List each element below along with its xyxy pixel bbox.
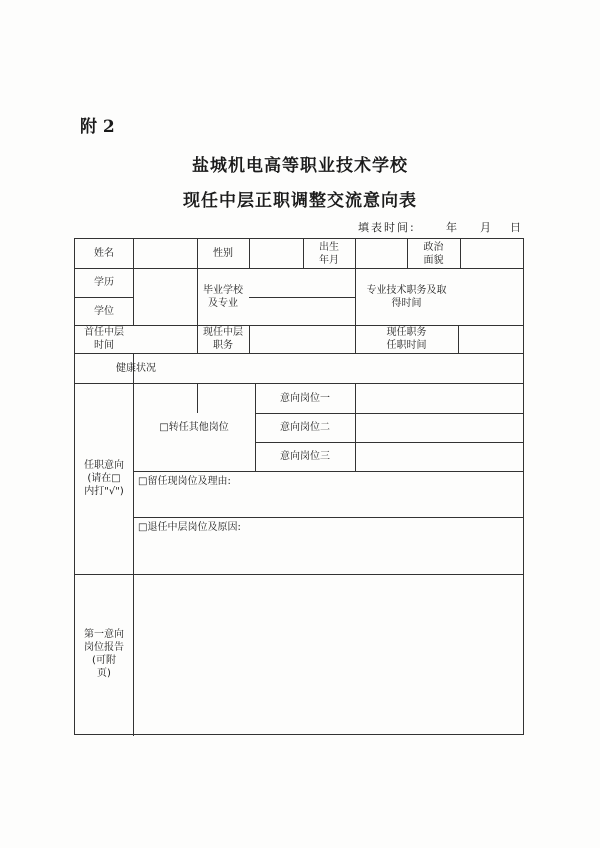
major-field[interactable] xyxy=(250,298,355,325)
retire-reason-field[interactable] xyxy=(134,536,523,574)
birth-field[interactable] xyxy=(356,239,407,268)
fill-date-day: 日 xyxy=(510,221,523,234)
choice-2-field[interactable] xyxy=(356,413,523,442)
first-mid-level-time-field[interactable] xyxy=(134,325,197,353)
transfer-option-checkbox[interactable]: □转任其他岗位 xyxy=(159,421,229,433)
label-school-major: 毕业学校 及专业 xyxy=(203,284,243,309)
label-birth: 出生 年月 xyxy=(319,241,339,266)
current-mid-level-post-field[interactable] xyxy=(250,325,355,353)
choice-3-field[interactable] xyxy=(356,442,523,471)
label-professional-title: 专业技术职务及取 得时间 xyxy=(366,284,447,309)
fill-date-year: 年 xyxy=(446,221,459,234)
stay-reason-field[interactable] xyxy=(134,490,523,517)
school-field[interactable] xyxy=(250,268,355,297)
label-gender: 性别 xyxy=(213,248,233,259)
label-first-mid-level-time: 首任中层 时间 xyxy=(84,327,124,351)
label-name: 姓名 xyxy=(94,248,114,259)
current-post-time-field[interactable] xyxy=(459,325,523,353)
form-title: 现任中层正职调整交流意向表 xyxy=(183,191,417,211)
degree-field[interactable] xyxy=(134,297,197,325)
label-current-mid-level-post: 现任中层 职务 xyxy=(203,327,243,351)
label-report: 第一意向 岗位报告 (可附 页) xyxy=(84,629,124,679)
health-field[interactable] xyxy=(198,353,523,383)
fill-date-label: 填表时间: xyxy=(358,221,416,234)
label-choice-2: 意向岗位二 xyxy=(280,422,330,433)
label-current-post-time: 现任职务 任职时间 xyxy=(386,327,427,351)
report-field[interactable] xyxy=(134,575,523,734)
label-intention: 任职意向 (请在□ 内打"√") xyxy=(84,460,124,497)
label-choice-1: 意向岗位一 xyxy=(280,392,330,404)
stay-option-checkbox[interactable]: □留任现岗位及理由: xyxy=(138,475,231,487)
professional-title-field[interactable] xyxy=(459,268,523,325)
fill-date-month: 月 xyxy=(480,221,493,234)
retire-option-checkbox[interactable]: □退任中层岗位及原因: xyxy=(138,521,241,533)
name-field[interactable] xyxy=(134,239,197,268)
label-education: 学历 xyxy=(94,277,114,288)
attachment-label: 附 2 xyxy=(80,117,115,137)
school-name: 盐城机电高等职业技术学校 xyxy=(192,156,408,176)
fill-date xyxy=(358,219,528,235)
label-health: 健康状况 xyxy=(116,362,156,374)
label-choice-3: 意向岗位三 xyxy=(280,451,330,462)
choice-1-field[interactable] xyxy=(356,383,523,413)
gender-field[interactable] xyxy=(250,239,303,268)
intention-form-table xyxy=(74,238,524,735)
political-field[interactable] xyxy=(461,239,523,268)
label-political: 政治 面貌 xyxy=(423,241,444,266)
education-field[interactable] xyxy=(134,268,197,297)
label-degree: 学位 xyxy=(94,305,114,317)
